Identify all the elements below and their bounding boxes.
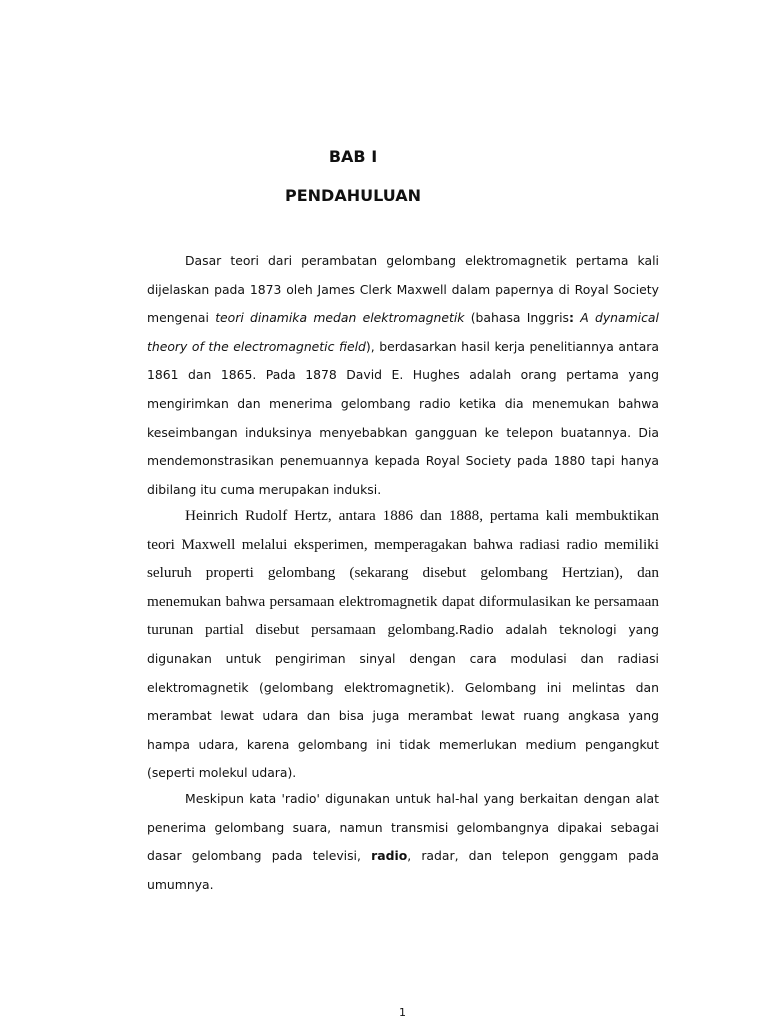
- paragraph-2-text-sans: Radio adalah teknologi yang digunakan untuk pengiriman sinyal dengan cara modulasi dan radiasi elektromagnetik (gelombang elektromagnetik). Gelombang ini melintas dan merambat lewat udara dan bisa juga merambat lewat ruang angkasa yang hampa udara, karena gelombang ini tidak memerlukan medium pengangkut (seperti molekul udara).: [147, 622, 659, 781]
- paragraph-2-text-serif: Heinrich Rudolf Hertz, antara 1886 dan 1888, pertama kali membuktikan teori Maxwell melalui eksperimen, memperagakan bahwa radiasi radio memiliki seluruh properti gelombang (sekarang disebut gelombang Hertzian), dan menemukan bahwa persamaan elektromagnetik dapat diformulasikan ke persamaan turunan partial disebut persamaan gelombang.: [147, 507, 659, 639]
- chapter-title: PENDAHULUAN: [285, 186, 421, 205]
- paragraph-1-italic-term: teori dinamika medan elektromagnetik: [215, 310, 465, 326]
- paragraph-1-colon: :: [569, 310, 574, 326]
- paragraph-3-bold-radio: radio: [371, 848, 408, 864]
- paragraph-3-text-b: , radar, dan telepon genggam pada umumnya.: [147, 848, 659, 892]
- chapter-number: BAB I: [328, 147, 378, 166]
- paragraph-1-text-a: Dasar teori dari perambatan gelombang elektromagnetik pertama kali dijelaskan pada 1873 oleh James Clerk Maxwell dalam papernya di Royal Society mengenai: [147, 253, 659, 326]
- paragraph-3: [147, 785, 659, 899]
- paragraph-1-text-b: (bahasa Inggris: [464, 310, 569, 326]
- paragraph-1-text-c: ), berdasarkan hasil kerja penelitiannya antara 1861 dan 1865. Pada 1878 David E. Hughes adalah orang pertama yang mengirimkan dan menerima gelombang radio ketika dia menemukan bahwa keseimbangan induksinya menyebabkan gangguan ke telepon buatannya. Dia mendemonstrasikan penemuannya kepada Royal Society pada 1880 tapi hanya dibilang itu cuma merupakan induksi.: [147, 338, 659, 497]
- paragraph-1-italic-title: A dynamical theory of the electromagnetic field: [147, 310, 659, 354]
- paragraph-1: [147, 247, 659, 502]
- page-number: 1: [399, 1006, 406, 1019]
- paragraph-3-text-a: Meskipun kata 'radio' digunakan untuk hal-hal yang berkaitan dengan alat penerima gelombang suara, namun transmisi gelombangnya dipakai sebagai dasar gelombang pada televisi,: [147, 791, 659, 864]
- body-text: [147, 247, 659, 899]
- paragraph-2: [147, 502, 659, 785]
